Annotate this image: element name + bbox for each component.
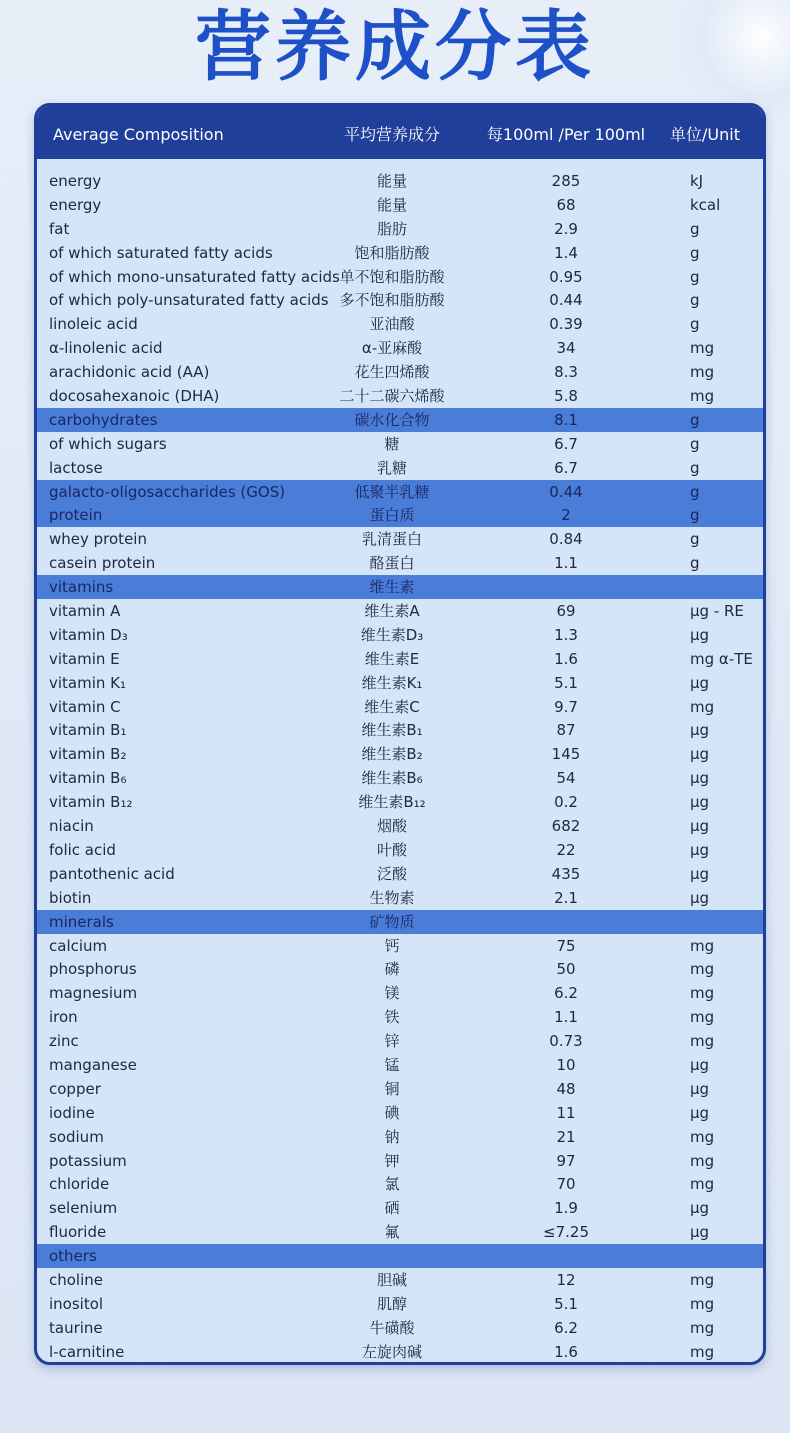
nutrient-value: 22 (556, 840, 576, 859)
nutrient-name-en: vitamin D₃ (49, 625, 128, 644)
nutrient-name-zh: 钾 (384, 1151, 400, 1170)
nutrient-unit: mg (690, 936, 715, 955)
nutrient-name-zh: 铜 (384, 1079, 400, 1098)
nutrient-name-en: sodium (49, 1127, 104, 1146)
nutrient-name-en: linoleic acid (49, 315, 138, 334)
nutrient-name-en: whey protein (49, 530, 147, 549)
nutrient-name-en: vitamin B₂ (49, 745, 127, 764)
nutrient-value: 2 (561, 506, 571, 525)
nutrient-name-zh: 钙 (384, 936, 400, 955)
nutrient-name-zh: 饱和脂肪酸 (354, 243, 430, 262)
nutrient-value: 6.7 (554, 434, 578, 453)
table-row (37, 886, 763, 910)
table-row (37, 1029, 763, 1053)
nutrient-name-en: biotin (49, 888, 92, 907)
table-row (37, 742, 763, 766)
nutrient-value: 682 (551, 817, 581, 836)
nutrient-unit: µg (690, 1223, 710, 1242)
nutrient-unit: mg (690, 1342, 715, 1361)
nutrient-value: 145 (551, 745, 581, 764)
nutrient-name-zh: 脂肪 (376, 219, 407, 238)
nutrient-unit: µg (690, 888, 710, 907)
table-row (37, 790, 763, 814)
nutrient-unit: µg (690, 1055, 710, 1074)
nutrient-value: 87 (556, 721, 576, 740)
nutrient-value: 97 (556, 1151, 576, 1170)
nutrient-name-zh: 酪蛋白 (369, 554, 415, 573)
nutrient-unit: mg (690, 1270, 715, 1289)
table-row (37, 193, 763, 217)
nutrient-name-en: protein (49, 506, 103, 525)
table-row (37, 241, 763, 265)
nutrient-name-zh: 二十二碳六烯酸 (339, 387, 445, 406)
table-row (37, 718, 763, 742)
nutrient-unit: g (690, 243, 700, 262)
table-row (37, 360, 763, 384)
nutrient-name-en: vitamin B₆ (49, 769, 127, 788)
table-row (37, 1101, 763, 1125)
nutrient-name-en: carbohydrates (49, 410, 158, 429)
nutrient-name-en: inositol (49, 1294, 104, 1313)
nutrient-unit: g (690, 291, 700, 310)
table-row (37, 169, 763, 193)
nutrient-name-en: α-linolenic acid (49, 339, 163, 358)
table-row (37, 265, 763, 289)
table-row (37, 1292, 763, 1316)
nutrient-value: 6.2 (554, 1318, 578, 1337)
nutrient-name-zh: 矿物质 (369, 912, 415, 931)
nutrient-name-zh: 低聚半乳糖 (354, 482, 430, 501)
nutrient-name-en: vitamin A (49, 602, 121, 621)
nutrient-name-zh: 单不饱和脂肪酸 (339, 267, 445, 286)
nutrient-value: 34 (556, 339, 576, 358)
table-row (37, 1316, 763, 1340)
nutrient-unit: mg (690, 697, 715, 716)
nutrient-unit: µg (690, 769, 710, 788)
nutrient-name-zh: 维生素D₃ (360, 625, 424, 644)
table-row (37, 1077, 763, 1101)
nutrient-value: 8.1 (554, 410, 578, 429)
nutrient-name-en: selenium (49, 1199, 118, 1218)
section-row (37, 1244, 763, 1268)
nutrient-name-en: niacin (49, 817, 94, 836)
nutrient-value: 50 (556, 960, 576, 979)
nutrient-unit: µg (690, 840, 710, 859)
nutrient-unit: µg (690, 1199, 710, 1218)
nutrient-unit: mg (690, 339, 715, 358)
section-row (37, 480, 763, 504)
page-title: 营养成分表 (195, 2, 595, 91)
table-row (37, 312, 763, 336)
nutrient-name-en: of which poly-unsaturated fatty acids (49, 291, 329, 310)
nutrient-name-en: iodine (49, 1103, 95, 1122)
table-row (37, 981, 763, 1005)
nutrient-name-en: pantothenic acid (49, 864, 175, 883)
nutrient-name-en: arachidonic acid (AA) (49, 363, 210, 382)
table-row (37, 623, 763, 647)
table-row (37, 1268, 763, 1292)
nutrient-value: 75 (556, 936, 576, 955)
nutrient-name-zh: 泛酸 (376, 864, 407, 883)
nutrient-name-en: galacto-oligosaccharides (GOS) (49, 482, 286, 501)
nutrient-name-zh: 左旋肉碱 (361, 1342, 422, 1361)
nutrient-name-zh: 胆碱 (376, 1270, 407, 1289)
nutrient-value: 48 (556, 1079, 576, 1098)
nutrient-name-zh: 维生素B₁ (361, 721, 423, 740)
nutrient-unit: µg (690, 864, 710, 883)
nutrient-unit: g (690, 315, 700, 334)
nutrient-name-zh: 牛磺酸 (369, 1318, 415, 1337)
nutrient-name-zh: 锰 (384, 1055, 400, 1074)
nutrient-value: 285 (551, 172, 581, 190)
table-row (37, 862, 763, 886)
table-row (37, 671, 763, 695)
nutrient-name-en: copper (49, 1079, 101, 1098)
nutrient-name-zh: 亚油酸 (369, 315, 415, 334)
table-row (37, 1340, 763, 1364)
nutrient-name-en: vitamin E (49, 649, 120, 668)
table-row (37, 1172, 763, 1196)
nutrient-name-en: folic acid (49, 840, 116, 859)
nutrient-value: ≤7.25 (543, 1223, 589, 1242)
nutrient-value: 6.7 (554, 458, 578, 477)
nutrient-value: 0.73 (549, 1032, 583, 1051)
table-row (37, 432, 763, 456)
nutrient-name-en: casein protein (49, 554, 156, 573)
nutrient-name-en: vitamin C (49, 697, 121, 716)
nutrient-unit: g (690, 434, 700, 453)
nutrient-value: 0.2 (554, 793, 578, 812)
nutrient-value: 5.1 (554, 673, 578, 692)
nutrient-name-en: fluoride (49, 1223, 107, 1242)
nutrient-unit: mg (690, 363, 715, 382)
section-row (37, 575, 763, 599)
nutrient-value: 0.84 (549, 530, 583, 549)
table-row (37, 288, 763, 312)
nutrient-name-en: chloride (49, 1175, 110, 1194)
nutrient-name-en: energy (49, 172, 102, 190)
nutrient-unit: g (690, 554, 700, 573)
nutrient-unit: g (690, 506, 700, 525)
nutrient-name-en: l-carnitine (49, 1342, 125, 1361)
nutrient-value: 1.4 (554, 243, 578, 262)
table-row (37, 456, 763, 480)
nutrient-unit: µg (690, 625, 710, 644)
nutrient-name-zh: 烟酸 (376, 817, 407, 836)
nutrient-name-zh: 肌醇 (376, 1294, 407, 1313)
table-row (37, 551, 763, 575)
nutrient-name-zh: 蛋白质 (369, 506, 415, 525)
nutrient-name-en: minerals (49, 912, 114, 931)
nutrient-name-zh: 维生素C (364, 697, 420, 716)
nutrient-value: 21 (556, 1127, 576, 1146)
nutrient-name-en: of which mono-unsaturated fatty acids (49, 267, 340, 286)
nutrient-name-zh: 氯 (384, 1175, 400, 1194)
nutrient-name-zh: 硒 (384, 1199, 400, 1218)
nutrient-value: 1.1 (554, 1008, 578, 1027)
nutrient-unit: mg (690, 1175, 715, 1194)
nutrient-unit: g (690, 410, 700, 429)
nutrient-name-en: of which sugars (49, 434, 167, 453)
nutrient-unit: mg (690, 984, 715, 1003)
nutrient-value: 10 (556, 1055, 576, 1074)
nutrient-name-zh: 镁 (384, 984, 400, 1003)
nutrient-value: 8.3 (554, 363, 578, 382)
nutrient-unit: g (690, 482, 700, 501)
nutrient-value: 1.3 (554, 625, 578, 644)
nutrient-name-en: magnesium (49, 984, 138, 1003)
section-row (37, 408, 763, 432)
nutrient-name-zh: 维生素 (369, 578, 415, 597)
table-body (37, 169, 763, 1364)
nutrient-value: 435 (551, 864, 581, 883)
nutrient-value: 0.39 (549, 315, 583, 334)
nutrient-name-zh: 多不饱和脂肪酸 (339, 291, 445, 310)
nutrient-unit: g (690, 458, 700, 477)
nutrient-unit: mg (690, 1032, 715, 1051)
nutrient-unit: µg (690, 1103, 710, 1122)
header-per-100ml: 每100ml /Per 100ml (486, 125, 646, 144)
nutrient-value: 1.9 (554, 1199, 578, 1218)
nutrient-value: 5.8 (554, 387, 578, 406)
nutrient-name-en: of which saturated fatty acids (49, 243, 273, 262)
nutrient-value: 12 (556, 1270, 576, 1289)
nutrient-name-zh: 维生素B₂ (361, 745, 423, 764)
nutrient-name-zh: 氟 (384, 1223, 400, 1242)
nutrient-name-en: phosphorus (49, 960, 137, 979)
nutrient-value: 1.1 (554, 554, 578, 573)
nutrient-name-zh: 锌 (384, 1032, 400, 1051)
table-row (37, 838, 763, 862)
table-row (37, 1053, 763, 1077)
nutrient-name-en: vitamin B₁ (49, 721, 127, 740)
table-row (37, 766, 763, 790)
nutrient-name-en: vitamin K₁ (49, 673, 127, 692)
nutrient-name-zh: 乳清蛋白 (361, 530, 422, 549)
nutrient-name-en: vitamins (49, 578, 114, 597)
nutrition-table (34, 103, 766, 1365)
nutrient-name-zh: 维生素B₆ (361, 769, 423, 788)
nutrient-name-zh: 维生素E (364, 649, 420, 668)
nutrient-name-zh: 能量 (376, 172, 407, 190)
header-unit: 单位/Unit (670, 125, 740, 144)
table-row (37, 814, 763, 838)
table-row (37, 1005, 763, 1029)
table-row (37, 957, 763, 981)
nutrient-name-zh: 能量 (376, 195, 407, 214)
table-row (37, 1125, 763, 1149)
table-row (37, 599, 763, 623)
nutrient-unit: µg (690, 793, 710, 812)
nutrient-name-en: lactose (49, 458, 103, 477)
nutrient-unit: kJ (690, 172, 704, 190)
table-row (37, 384, 763, 408)
nutrient-name-zh: α-亚麻酸 (361, 339, 423, 358)
section-row (37, 910, 763, 934)
nutrient-name-en: energy (49, 195, 102, 214)
nutrient-unit: g (690, 267, 700, 286)
nutrient-unit: mg (690, 1318, 715, 1337)
table-row (37, 1220, 763, 1244)
nutrient-unit: mg α-TE (690, 649, 753, 668)
table-row (37, 647, 763, 671)
nutrient-value: 69 (556, 602, 576, 621)
nutrient-unit: mg (690, 1008, 715, 1027)
nutrient-value: 1.6 (554, 1342, 578, 1361)
nutrient-value: 1.6 (554, 649, 578, 668)
table-row (37, 527, 763, 551)
header-average-composition: Average Composition (53, 125, 224, 144)
nutrient-name-en: potassium (49, 1151, 127, 1170)
table-row (37, 1196, 763, 1220)
nutrient-name-en: choline (49, 1270, 104, 1289)
nutrient-value: 54 (556, 769, 576, 788)
nutrient-name-zh: 磷 (384, 960, 400, 979)
nutrient-value: 11 (556, 1103, 576, 1122)
nutrient-name-en: docosahexanoic (DHA) (49, 387, 220, 406)
nutrient-name-zh: 叶酸 (376, 840, 407, 859)
nutrient-value: 0.44 (549, 482, 583, 501)
nutrient-name-zh: 碳水化合物 (354, 410, 430, 429)
nutrient-value: 0.44 (549, 291, 583, 310)
nutrient-unit: g (690, 530, 700, 549)
nutrient-value: 9.7 (554, 697, 578, 716)
nutrient-value: 70 (556, 1175, 576, 1194)
table-row (37, 934, 763, 958)
nutrient-unit: µg (690, 673, 710, 692)
nutrient-name-zh: 乳糖 (376, 458, 407, 477)
nutrient-unit: g (690, 219, 700, 238)
nutrient-unit: mg (690, 1294, 715, 1313)
nutrient-name-en: iron (49, 1008, 78, 1027)
nutrient-name-en: others (49, 1247, 97, 1266)
nutrient-name-en: zinc (49, 1032, 79, 1051)
table-row (37, 217, 763, 241)
nutrient-unit: mg (690, 1151, 715, 1170)
nutrient-unit: mg (690, 387, 715, 406)
nutrient-value: 6.2 (554, 984, 578, 1003)
nutrient-name-en: fat (49, 219, 70, 238)
nutrient-name-en: manganese (49, 1055, 137, 1074)
nutrient-name-en: taurine (49, 1318, 103, 1337)
nutrient-name-zh: 生物素 (369, 888, 415, 907)
nutrient-unit: µg - RE (690, 602, 744, 621)
table-row (37, 695, 763, 719)
nutrient-name-zh: 糖 (384, 434, 400, 453)
nutrient-value: 0.95 (549, 267, 583, 286)
nutrient-unit: mg (690, 960, 715, 979)
section-row (37, 503, 763, 527)
nutrient-name-zh: 维生素B₁₂ (358, 793, 426, 812)
nutrient-unit: µg (690, 745, 710, 764)
nutrient-value: 2.9 (554, 219, 578, 238)
nutrient-name-en: calcium (49, 936, 108, 955)
nutrient-value: 2.1 (554, 888, 578, 907)
nutrient-name-zh: 铁 (384, 1008, 400, 1027)
nutrient-name-zh: 维生素K₁ (361, 673, 423, 692)
nutrient-name-en: vitamin B₁₂ (49, 793, 133, 812)
nutrient-unit: mg (690, 1127, 715, 1146)
nutrient-unit: µg (690, 1079, 710, 1098)
nutrient-name-zh: 维生素A (364, 602, 420, 621)
nutrient-unit: µg (690, 817, 710, 836)
nutrient-name-zh: 花生四烯酸 (354, 363, 430, 382)
table-row (37, 1149, 763, 1173)
nutrient-name-zh: 钠 (384, 1127, 400, 1146)
table-header (37, 106, 763, 159)
nutrient-value: 68 (556, 195, 576, 214)
nutrient-unit: µg (690, 721, 710, 740)
header-chinese-name: 平均营养成分 (343, 125, 440, 144)
nutrient-name-zh: 碘 (384, 1103, 400, 1122)
nutrient-value: 5.1 (554, 1294, 578, 1313)
table-row (37, 336, 763, 360)
nutrient-unit: kcal (690, 195, 721, 214)
